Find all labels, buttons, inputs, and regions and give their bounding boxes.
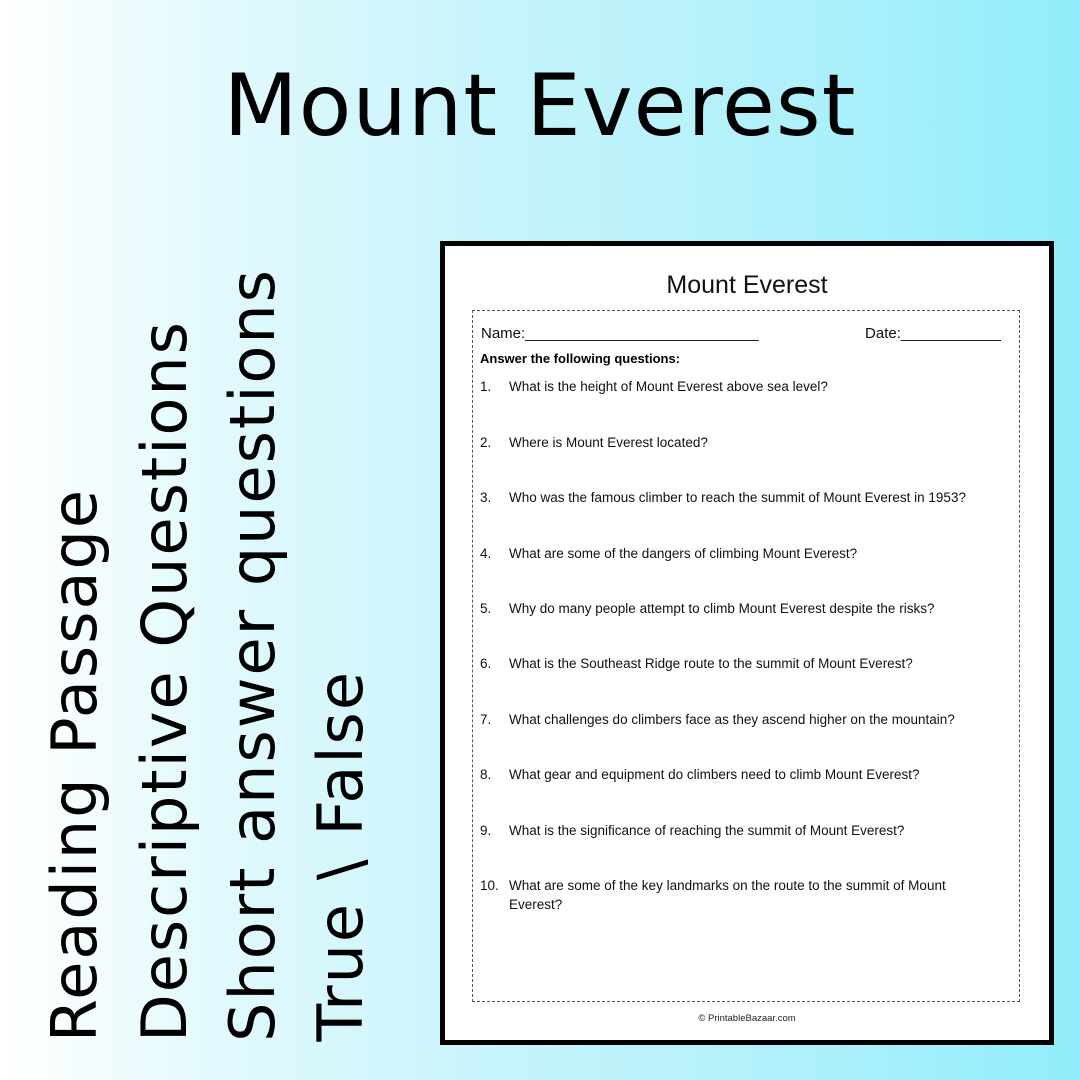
feature-label-descriptive-questions: Descriptive Questions (128, 319, 201, 1042)
question-number: 3. (480, 490, 492, 505)
question-number: 5. (480, 601, 492, 616)
question-item (480, 377, 1000, 396)
question-item (480, 765, 1000, 784)
question-text: What is the height of Mount Everest above sea level? (509, 379, 828, 394)
question-item (480, 488, 1000, 507)
question-text: Where is Mount Everest located? (509, 435, 708, 450)
question-text: What gear and equipment do climbers need to climb Mount Everest? (509, 767, 920, 782)
question-item (480, 599, 1000, 618)
question-number: 7. (480, 712, 492, 727)
worksheet-preview (440, 241, 1054, 1045)
question-text: Who was the famous climber to reach the summit of Mount Everest in 1953? (509, 490, 966, 505)
copyright-notice: © PrintableBazaar.com (698, 1013, 796, 1024)
worksheet-title: Mount Everest (666, 271, 828, 299)
feature-label-true-false: True \ False (304, 670, 377, 1042)
question-item (480, 876, 950, 914)
worksheet-instructions: Answer the following questions: (480, 351, 681, 366)
question-item (480, 821, 1000, 840)
feature-label-reading-passage: Reading Passage (38, 487, 111, 1042)
name-field-label: Name:____________________________ (481, 325, 759, 342)
question-text: What are some of the dangers of climbing Mount Everest? (509, 546, 858, 561)
feature-label-short-answer: Short answer questions (216, 268, 289, 1042)
question-text: What are some of the key landmarks on the route to the summit of Mount Everest? (509, 878, 946, 912)
question-text: What challenges do climbers face as they ascend higher on the mountain? (509, 712, 955, 727)
question-number: 9. (480, 823, 492, 838)
question-number: 6. (480, 656, 492, 671)
question-text: Why do many people attempt to climb Mount Everest despite the risks? (509, 601, 935, 616)
worksheet-question-box (472, 310, 1020, 1002)
question-number: 10. (480, 878, 499, 893)
question-item (480, 544, 1000, 563)
question-number: 1. (480, 379, 492, 394)
question-text: What is the Southeast Ridge route to the summit of Mount Everest? (509, 656, 913, 671)
question-text: What is the significance of reaching the summit of Mount Everest? (509, 823, 905, 838)
question-number: 8. (480, 767, 492, 782)
date-field-label: Date:____________ (865, 325, 1001, 342)
question-item (480, 654, 1000, 673)
question-number: 2. (480, 435, 492, 450)
question-number: 4. (480, 546, 492, 561)
question-item (480, 710, 1000, 729)
question-item (480, 433, 1000, 452)
page-title: Mount Everest (223, 56, 857, 156)
